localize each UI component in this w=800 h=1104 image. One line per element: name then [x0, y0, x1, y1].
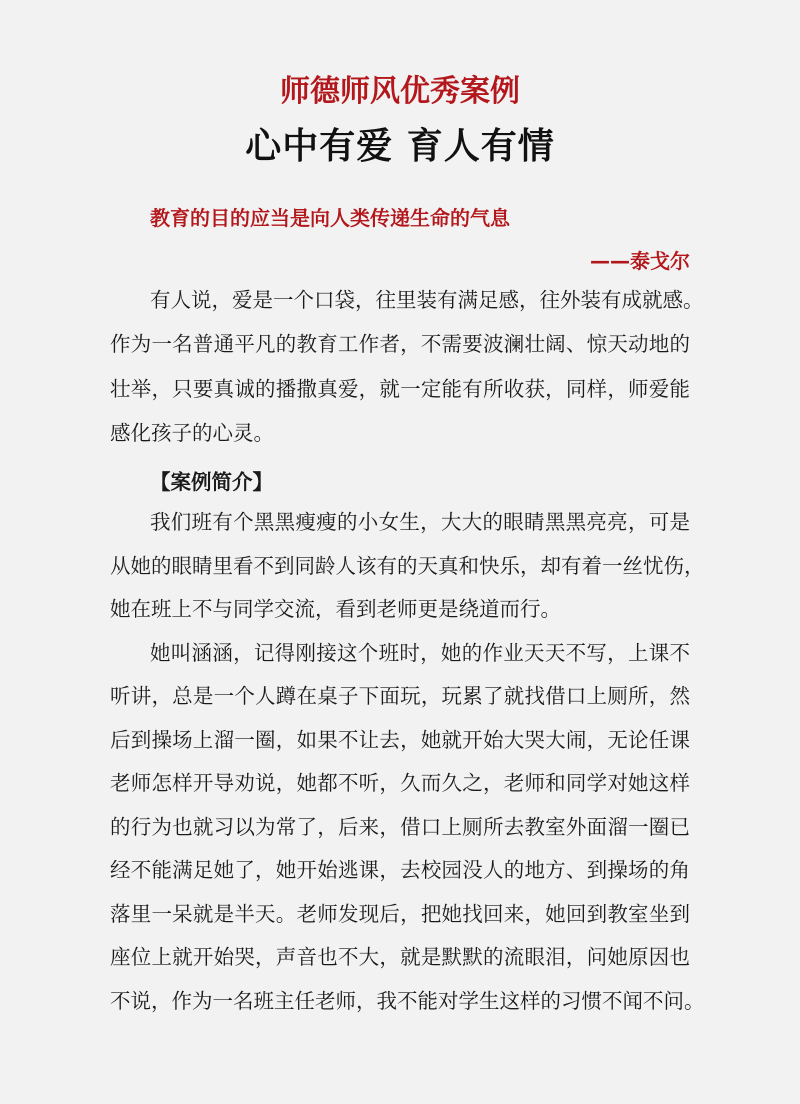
paragraph-line: 后到操场上溜一圈，如果不让去，她就开始大哭大闹，无论任课	[110, 728, 690, 752]
document-title: 师德师风优秀案例	[280, 74, 520, 109]
paragraph-line: 落里一呆就是半天。老师发现后，把她找回来，她回到教室坐到	[110, 902, 690, 926]
paragraph-line: 的行为也就习以为常了，后来，借口上厕所去教室外面溜一圈已	[110, 815, 690, 839]
paragraph-line: 我们班有个黑黑瘦瘦的小女生，大大的眼睛黑黑亮亮，可是	[150, 510, 690, 534]
document-subtitle: 心中有爱 育人有情	[245, 126, 555, 167]
paragraph-line: 她在班上不与同学交流，看到老师更是绕道而行。	[110, 597, 561, 621]
paragraph-line: 听讲，总是一个人蹲在桌子下面玩，玩累了就找借口上厕所，然	[110, 684, 690, 708]
paragraph-line: 从她的眼睛里看不到同龄人该有的天真和快乐，却有着一丝忧伤，	[110, 554, 705, 578]
paragraph-line: 不说，作为一名班主任老师，我不能对学生这样的习惯不闻不问。	[110, 989, 705, 1013]
paragraph-line: 她叫涵涵，记得刚接这个班时，她的作业天天不写，上课不	[150, 641, 690, 665]
intro-line: 有人说，爱是一个口袋，往里装有满足感，往外装有成就感。	[150, 288, 704, 312]
intro-line: 壮举，只要真诚的播撒真爱，就一定能有所收获，同样，师爱能	[110, 377, 690, 401]
intro-line: 作为一名普通平凡的教育工作者，不需要波澜壮阔、惊天动地的	[110, 332, 690, 356]
paragraph-line: 老师怎样开导劝说，她都不听，久而久之，老师和同学对她这样	[110, 771, 690, 795]
epigraph-quote: 教育的目的应当是向人类传递生命的气息	[150, 206, 510, 230]
intro-line: 感化孩子的心灵。	[110, 421, 274, 445]
section-heading: 【案例简介】	[150, 470, 273, 494]
epigraph-author: ——泰戈尔	[590, 249, 690, 273]
paragraph-line: 座位上就开始哭，声音也不大，就是默默的流眼泪，问她原因也	[110, 945, 690, 969]
paragraph-line: 经不能满足她了，她开始逃课，去校园没人的地方、到操场的角	[110, 858, 690, 882]
